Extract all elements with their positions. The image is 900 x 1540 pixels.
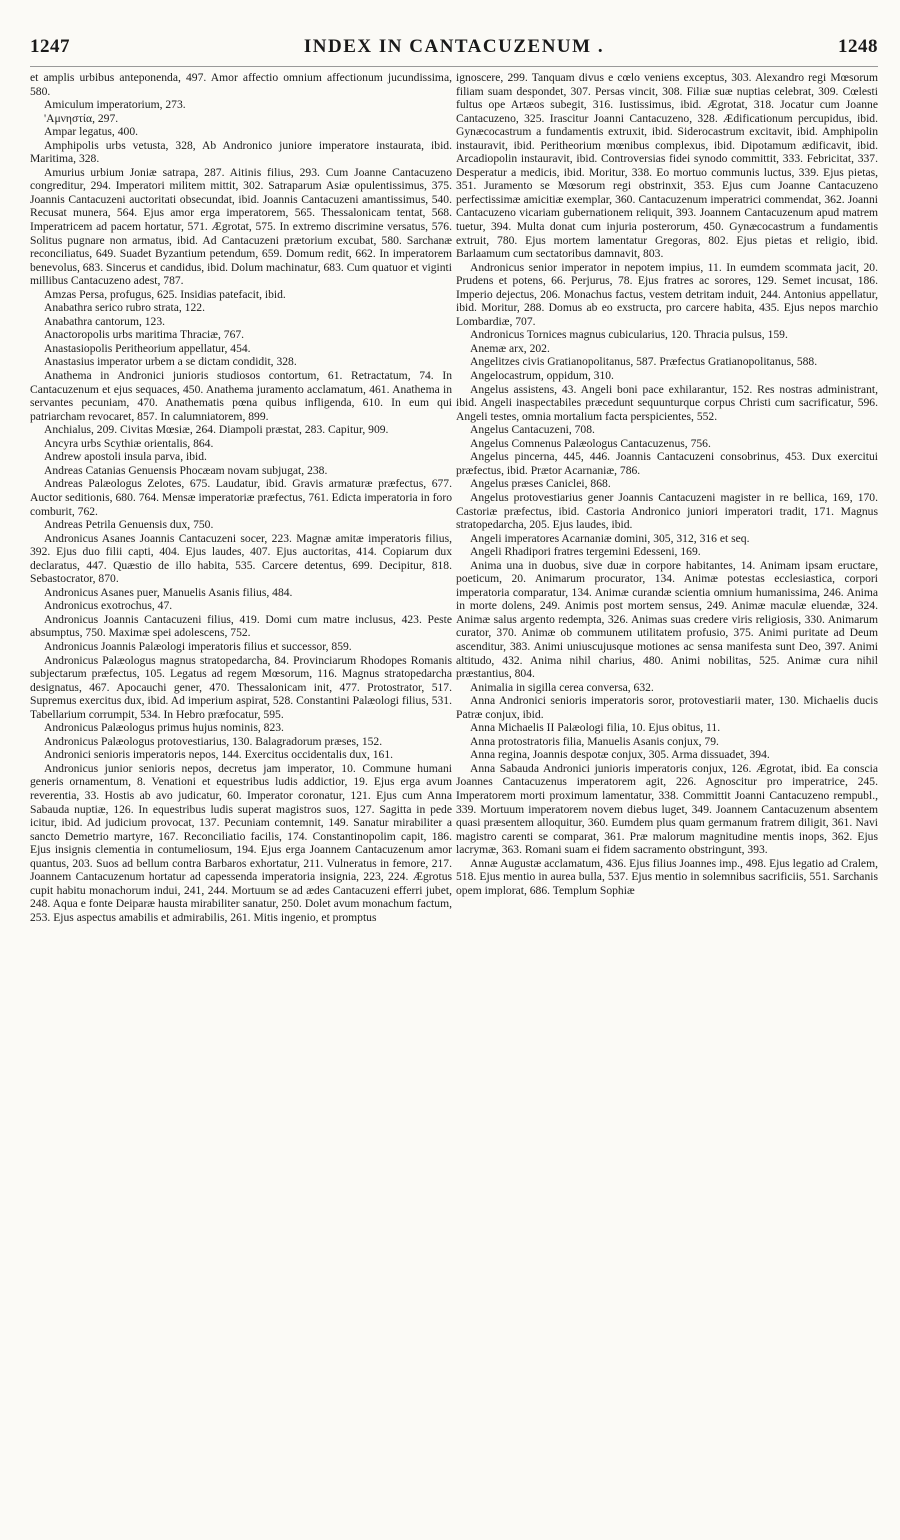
left-column (30, 71, 452, 924)
index-entry: Anemæ arx, 202. (470, 341, 550, 355)
index-entry: Angelus pincerna, 445, 446. Joannis Cantacuzeni consobrinus, 453. Dux exercitui præfectus, ibid. Prætor Acarnaniæ, 786. (456, 450, 878, 477)
index-entry: Andronicus Palæologus primus hujus nominis, 823. (44, 721, 284, 735)
index-entry: 'Αμνηστία, 297. (44, 111, 119, 125)
index-entry: Amurius urbium Joniæ satrapa, 287. Aitinis filius, 293. Cum Joanne Cantacuzeno congreditur, 294. Imperatori militem mittit, 302. Satraparum Asiæ opulentissimus, 375. Joannis Cantacuzeni auctoritati obsecundat, ibid. Joannis Cantacuzeni amantissimus, 540. Recusat munera, 564. Ejus amor erga imperatorem, 565. Thessalonicam tentat, 568. Imperatricem ad pacem hortatur, 571. Ægrotat, 575. In extremo discrimine versatus, 576. Solitus pugnare non armatus, ibid. Ad Cantacuzeni prætorium excubat, 580. Sarchanæ reconciliatus, 649. Suadet Byzantium petendum, 659. Domum redit, 662. In imperatorem benevolus, 683. Sincerus et candidus, ibid. Dolum machinatur, 683. Cum quatuor et viginti millibus Cantacuzeno adest, 787. (30, 165, 452, 288)
index-entry: Anastasius imperator urbem a se dictam condidit, 328. (44, 355, 297, 369)
index-entry: Anabathra serico rubro strata, 122. (44, 301, 205, 315)
index-entry: Amphipolis urbs vetusta, 328, Ab Andronico juniore imperatore instaurata, ibid. Maritima, 328. (30, 138, 452, 166)
index-entry: ignoscere, 299. Tanquam divus e cœlo veniens exceptus, 303. Alexandro regi Mœsorum filiam suam despondet, 307. Persas vincit, 308. Filiæ suæ nuptias celebrat, 309. Cœlesti fultus ope Artæos subegit, 316. Iustissimus, ibid. Ægrotat, 318. Jocatur cum Joanne Cantacuzeno, 325. Irascitur Joanni Cantacuzeno, 328. Ædificationum percupidus, ibid. Gynæcocastrum a fundamentis extruxit, ibid. Siderocastrum excitavit, ibid. Amphipolin instauravit, ibid. Peritheorium mœnibus complexus, ibid. Dipotamum ædificavit, ibid. Arcadiopolin instauravit, ibid. Controversias fidei synodo committit, 333. Febricitat, 337. Desperatur a medicis, ibid. Moritur, 338. Eo mortuo communis luctus, 339. Ejus pietas, 351. Juramento se Mœsorum regi obstrinxit, 353. Ejus cum Joanne Cantacuzeno perfectissimæ amicitiæ exemplar, 360. Cantacuzenum imperatrici commendat, 362. Joanni Cantacuzeno vicariam gubernationem reliquit, 393. Joannem Cantacuzenum apud matrem tuetur, 394. Multa donat cum injuria posterorum, 450. Gynæcocastrum a fundamentis extruit, 780. Ejus mortem lamentatur Gregoras, 802. Ejus pietas et religio, ibid. Barlaamum cum sectatoribus damnavit, 803. (456, 71, 878, 261)
index-entry: Andronicus junior senioris nepos, decretus jam imperator, 10. Commune humani generis ornamentum, 8. Venationi et equestribus ludis addictior, 19. Ejus erga avum reverentia, 33. Hostis ab avo judicatur, 60. Imperator coronatur, 121. Ejus cum Anna Sabauda nuptiæ, 126. In equestribus ludis superat magistros suos, 127. Sagitta in pede icitur, ibid. Ad judicium provocat, 137. Pecuniam contemnit, 149. Sanatur mirabiliter a sancto Demetrio martyre, 167. Reconciliatio facilis, 174. Constantinopolim capit, 186. Ejus insignis clementia in contumeliosum, 194. Ejus erga Joannem Cantacuzenum amor quantus, 203. Suos ad bellum contra Barbaros exhortatur, 211. Vulneratus in femore, 217. Joannem Cantacuzenum hortatur ad capessenda imperatoria insignia, 223, 224. Ægrotus cupit habitu monachorum indui, 241, 244. Mortuum se ad ædes Cantacuzeni efferri jubet, 248. Aqua e fonte Deiparæ hausta mirabiliter sanatur, 250. Dolet avum monachum factum, 253. Ejus aspectus amabilis et admirabilis, 261. Mitis ingenio, et promptus (30, 761, 452, 924)
index-entry: Ampar legatus, 400. (44, 125, 139, 139)
index-entry: Anactoropolis urbs maritima Thraciæ, 767. (44, 328, 245, 342)
index-entry: Anabathra cantorum, 123. (44, 314, 166, 328)
index-entry: Anna regina, Joannis despotæ conjux, 305. Arma dissuadet, 394. (470, 748, 770, 762)
index-entry: Andronici senioris imperatoris nepos, 144. Exercitus occidentalis dux, 161. (44, 748, 394, 762)
index-entry: Andronicus Joannis Palæologi imperatoris filius et successor, 859. (44, 639, 352, 653)
index-entry: Andronicus Tornices magnus cubicularius, 120. Thracia pulsus, 159. (470, 328, 788, 342)
index-entry: Anna Andronici senioris imperatoris soror, protovestiarii mater, 130. Michaelis ducis Patræ conjux, ibid. (456, 694, 878, 721)
index-entry: Andronicus Joannis Cantacuzeni filius, 419. Domi cum matre inclusus, 423. Peste absumptus, 750. Maximæ spei adolescens, 752. (30, 612, 452, 640)
index-entry: Angelitzes civis Gratianopolitanus, 587. Præfectus Gratianopolitanus, 588. (470, 355, 818, 369)
index-entry: Anathema in Andronici junioris studiosos contortum, 61. Retractatum, 74. In Cantacuzenum et ejus sequaces, 450. Anathema juramento acclamatum, 461. Anathema in servantes pecuniam, 470. Anathematis pœna quibus infligenda, 610. In eum qui patriarcham revocaret, 857. In calumniatorem, 899. (30, 369, 452, 423)
index-entry: Amiculum imperatorium, 273. (44, 98, 186, 112)
index-entry: Amzas Persa, profugus, 625. Insidias patefacit, ibid. (44, 287, 286, 301)
index-entry: Andreas Catanias Genuensis Phocæam novam subjugat, 238. (44, 463, 328, 477)
index-entry: Anna protostratoris filia, Manuelis Asanis conjux, 79. (470, 734, 719, 748)
index-entry: et amplis urbibus anteponenda, 497. Amor affectio omnium affectionum jucundissima, 580. (30, 71, 452, 98)
index-entry: Ancyra urbs Scythiæ orientalis, 864. (44, 436, 214, 450)
index-entry: Angelus Comnenus Palæologus Cantacuzenus, 756. (470, 436, 711, 450)
page-number-right: 1248 (837, 36, 878, 57)
page-number-left: 1247 (30, 36, 70, 57)
index-entry: Angelus Cantacuzeni, 708. (470, 423, 595, 437)
index-entry: Angelocastrum, oppidum, 310. (470, 369, 614, 383)
index-entry: Andreas Petrila Genuensis dux, 750. (44, 518, 214, 532)
index-entry: Anima una in duobus, sive duæ in corpore habitantes, 14. Animam ipsam eructare, poeticum, 20. Animarum procurator, 134. Animæ potestas ecclesiastica, corpori imperatoria comparatur, 134. Animæ curandæ scientia omnium humanissima, 246. Anima in morte dolens, 249. Animis post mortem sensus, 249. Animæ maculæ eluendæ, 324. Animæ salus argento redempta, 326. Animas suas credere viris religiosis, 330. Animarum curator, 370. Animæ ob communem utilitatem profusio, 375. Animi puritate ad Deum ascenditur, 383. Animi uniuscujusque motiones ac sensa manifesta sunt Deo, 397. Animi altitudo, 432. Anima nihil charius, 480. Animi nobilitas, 525. Animæ cura nihil præstantius, 804. (456, 558, 878, 681)
index-entry: Anastasiopolis Peritheorium appellatur, 454. (44, 341, 251, 355)
running-title: INDEX IN CANTACUZENUM . (303, 36, 605, 57)
index-columns (30, 71, 878, 924)
index-entry: Angeli imperatores Acarnaniæ domini, 305, 312, 316 et seq. (470, 531, 750, 545)
index-entry: Angelus præses Caniclei, 868. (470, 477, 611, 491)
index-entry: Anna Sabauda Andronici junioris imperatoris conjux, 126. Ægrotat, ibid. Ea conscia Joannes Cantacuzenus imperatorem agit, 226. Agnoscitur pro imperatrice, 245. Imperatorem morti proximum lamentatur, 338. Committit Joanni Cantacuzeno rempubl., 339. Mortuum imperatorem novem diebus luget, 349. Joannem Cantacuzenum absentem quasi præsentem alloquitur, 360. Eumdem plus quam germanum fratrem diligit, 361. Navi magistro carenti se comparat, 361. Præ malorum magnitudine mentis inops, 362. Ejus lacrymæ, 363. Romani suam ei fidem sacramento obstringunt, 393. (456, 761, 878, 857)
index-entry: Andronicus Asanes puer, Manuelis Asanis filius, 484. (44, 585, 293, 599)
index-entry: Angelus protovestiarius gener Joannis Cantacuzeni magister in re bellica, 169, 170. Castoriæ præfectus, ibid. Castoria Andronico juniori imperatori tradit, 171. Magnus stratopedarcha, 205. Ejus laudes, ibid. (456, 490, 878, 532)
running-header (30, 36, 878, 67)
index-entry: Animalia in sigilla cerea conversa, 632. (470, 680, 654, 694)
index-entry: Andronicus Palæologus protovestiarius, 130. Balagradorum præses, 152. (44, 734, 383, 748)
index-entry: Anna Michaelis II Palæologi filia, 10. Ejus obitus, 11. (470, 721, 721, 735)
index-entry: Andronicus senior imperator in nepotem impius, 11. In eumdem scommata jacit, 20. Prudens et potens, 66. Perjurus, 78. Ejus fratres ac sorores, 129. Semet incusat, 186. Imperio dejectus, 206. Monachus factus, vestem detritam induit, 244. Antonius appellatur, ibid. Moritur, 288. Domus ab eo exstructa, pro carcere habita, 435. Ejus nepos marchio Lombardiæ, 707. (456, 260, 878, 328)
index-entry: Annæ Augustæ acclamatum, 436. Ejus filius Joannes imp., 498. Ejus legatio ad Cralem, 518. Ejus mentio in aurea bulla, 537. Ejus mentio in solemnibus sacrificiis, 551. Sarchanis opem implorat, 686. Templum Sophiæ (456, 856, 878, 897)
right-column (456, 71, 878, 924)
index-entry: Angelus assistens, 43. Angeli boni pace exhilarantur, 152. Res nostras administrant, ibid. Angeli inaspectabiles præcedunt sequunturque corpus Christi cum sacrificatur, 596. Angeli testes, omnia mortalium facta perspicientes, 552. (456, 382, 878, 423)
index-entry: Andronicus Asanes Joannis Cantacuzeni socer, 223. Magnæ amitæ imperatoris filius, 392. Ejus duo filii capti, 404. Ejus laudes, 407. Ejus auctoritas, 414. Copiarum dux declaratus, 447. Quæstio de illo habita, 535. Carcere detentus, 699. Decipitur, 818. Sebastocrator, 870. (30, 531, 452, 586)
index-entry: Anchialus, 209. Civitas Mœsiæ, 264. Diampoli præstat, 283. Capitur, 909. (44, 423, 389, 437)
index-entry: Andronicus Palæologus magnus stratopedarcha, 84. Provinciarum Rhodopes Romanis subjectarum præfectus, 105. Legatus ad regem Mœsorum, 116. Magnus stratopedarcha designatus, 467. Apocauchi gener, 470. Thessalonicam init, 477. Protostrator, 517. Supremus exercitus dux, ibid. Ad imperium aspirat, 528. Constantini Palæologi filius, 531. Tabellarium corrumpit, 534. In Hebro præfocatur, 595. (30, 653, 452, 721)
index-entry: Angeli Rhadipori fratres tergemini Edesseni, 169. (470, 545, 701, 559)
index-entry: Andreas Palæologus Zelotes, 675. Laudatur, ibid. Gravis armaturæ præfectus, 677. Auctor seditionis, 680. 764. Mensæ imperatoriæ præfectus, 761. Edicta imperatoria in foro comburit, 762. (30, 477, 452, 518)
index-entry: Andronicus exotrochus, 47. (44, 599, 173, 613)
index-entry: Andrew apostoli insula parva, ibid. (44, 450, 207, 464)
